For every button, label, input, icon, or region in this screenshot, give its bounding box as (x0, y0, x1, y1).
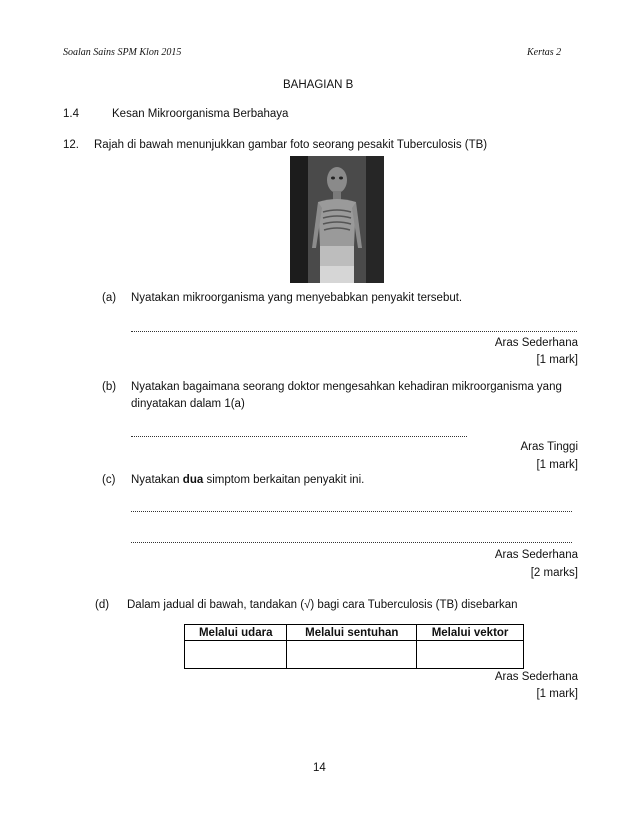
answer-line-c2[interactable] (131, 542, 572, 543)
part-b-text-line2: dinyatakan dalam 1(a) (131, 398, 245, 410)
page-number: 14 (313, 762, 326, 774)
part-d-level: Aras Sederhana (494, 671, 578, 683)
table-header-cell: Melalui vektor (417, 625, 524, 641)
tick-cell-vektor[interactable] (417, 641, 524, 669)
part-b-marks: [1 mark] (536, 459, 578, 471)
part-b-text-line1: Nyatakan bagaimana seorang doktor mengesahkan kehadiran mikroorganisma yang (131, 381, 562, 393)
topic-number: 1.4 (63, 108, 79, 120)
part-c-text (131, 474, 364, 486)
tick-cell-udara[interactable] (185, 641, 287, 669)
part-d-text: Dalam jadual di bawah, tandakan (√) bagi cara Tuberculosis (TB) disebarkan (127, 599, 518, 611)
part-c-marks: [2 marks] (530, 567, 578, 579)
part-b-label: (b) (102, 381, 117, 393)
table-header-row (185, 625, 524, 641)
question-stem: Rajah di bawah menunjukkan gambar foto seorang pesakit Tuberculosis (TB) (94, 139, 488, 151)
part-a-text: Nyatakan mikroorganisma yang menyebabkan penyakit tersebut. (131, 292, 463, 304)
table-header-cell: Melalui sentuhan (287, 625, 417, 641)
tb-patient-photo (290, 156, 384, 283)
part-a-marks: [1 mark] (536, 354, 578, 366)
part-a-label: (a) (102, 292, 117, 304)
section-title: BAHAGIAN B (283, 79, 354, 91)
header-right: Kertas 2 (527, 47, 562, 58)
table-answer-row (185, 641, 524, 669)
table-header-cell: Melalui udara (185, 625, 287, 641)
topic-title: Kesan Mikroorganisma Berbahaya (112, 108, 289, 120)
tick-cell-sentuhan[interactable] (287, 641, 417, 669)
part-c-level: Aras Sederhana (494, 549, 578, 561)
answer-line-c1[interactable] (131, 511, 572, 512)
part-b-level: Aras Tinggi (520, 441, 578, 453)
part-c-text-before: Nyatakan (131, 474, 180, 486)
part-d-marks: [1 mark] (536, 688, 578, 700)
header-left: Soalan Sains SPM Klon 2015 (63, 47, 182, 58)
question-number: 12. (63, 139, 79, 151)
transmission-table (184, 624, 524, 669)
part-a-level: Aras Sederhana (494, 337, 578, 349)
part-d-label: (d) (95, 599, 110, 611)
part-c-text-bold: dua (182, 474, 204, 486)
part-c-label: (c) (102, 474, 116, 486)
part-c-text-after: simptom berkaitan penyakit ini. (206, 474, 365, 486)
answer-line-a[interactable] (131, 331, 577, 332)
answer-line-b[interactable] (131, 436, 467, 437)
